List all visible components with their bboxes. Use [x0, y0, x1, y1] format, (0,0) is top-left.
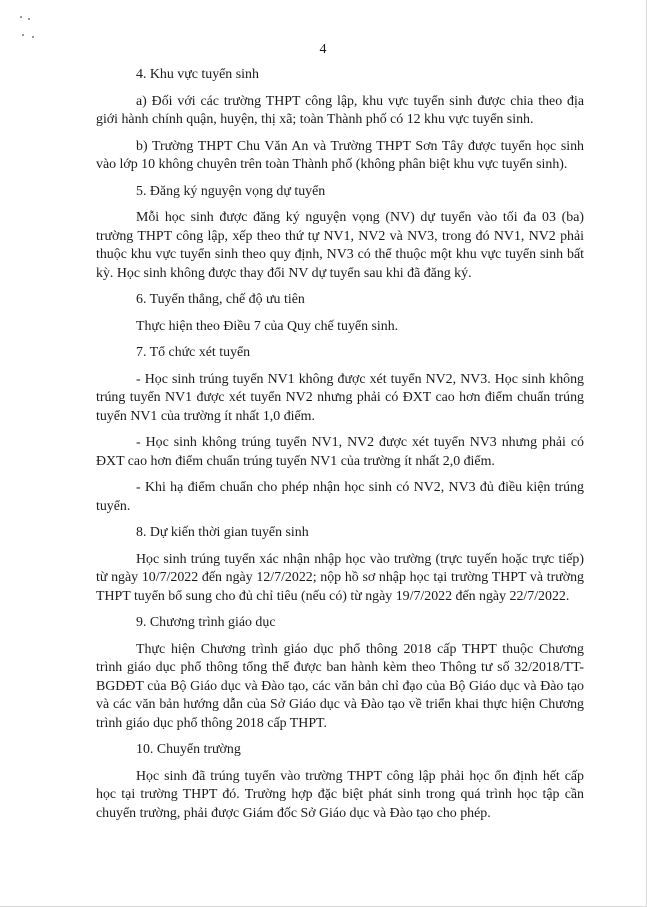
section-thoi-gian-tuyen-sinh	[96, 524, 584, 606]
section-heading: 8. Dự kiến thời gian tuyển sinh	[136, 525, 309, 540]
paragraph: Học sinh đã trúng tuyển vào trường THPT công lập phải học ổn định hết cấp học tại trường THPT đó. Trường hợp đặc biệt phát sinh trong quá trình học tập cần chuyển trường, phải được Giám đốc Sở Giáo dục và Đào tạo cho phép.	[96, 768, 584, 821]
scan-speck	[22, 34, 24, 36]
paragraph: - Học sinh trúng tuyển NV1 không được xét tuyển NV2, NV3. Học sinh không trúng tuyển NV1 được xét tuyển NV2 nhưng phải có ĐXT cao hơn điểm chuẩn trúng tuyển NV1 của trường ít nhất 1,0 điểm.	[96, 371, 584, 424]
document-body	[96, 66, 584, 831]
section-khu-vuc-tuyen-sinh	[96, 66, 584, 175]
paragraph: - Khi hạ điểm chuẩn cho phép nhận học sinh có NV2, NV3 đủ điều kiện trúng tuyển.	[96, 480, 584, 514]
section-chuyen-truong	[96, 741, 584, 823]
section-to-chuc-xet-tuyen	[96, 344, 584, 516]
paragraph: Thực hiện theo Điều 7 của Quy chế tuyển sinh.	[136, 318, 399, 334]
section-heading: 5. Đăng ký nguyện vọng dự tuyển	[136, 183, 326, 199]
section-heading: 10. Chuyển trường	[136, 742, 241, 757]
scan-speck	[20, 16, 22, 18]
section-heading: 4. Khu vực tuyển sinh	[136, 67, 259, 82]
section-heading: 9. Chương trình giáo dục	[136, 615, 276, 630]
paragraph: b) Trường THPT Chu Văn An và Trường THPT Sơn Tây được tuyển học sinh vào lớp 10 không chuyên trên toàn Thành phố (không phân biệt khu vực tuyển sinh).	[96, 138, 584, 172]
section-dang-ky-nguyen-vong	[96, 183, 584, 284]
section-chuong-trinh-giao-duc	[96, 614, 584, 733]
scan-speck	[32, 36, 34, 38]
section-tuyen-thang	[96, 291, 584, 336]
paragraph: Thực hiện Chương trình giáo dục phổ thông 2018 cấp THPT thuộc Chương trình giáo dục phổ thông tổng thể được ban hành kèm theo Thông tư số 32/2018/TT-BGDĐT của Bộ Giáo dục và Đào tạo, các văn bản chỉ đạo của Bộ Giáo dục và Đào tạo và các văn bản hướng dẫn của Sở Giáo dục và Đào tạo về triển khai thực hiện Chương trình giáo dục phổ thông 2018 cấp THPT.	[96, 641, 584, 731]
paragraph: a) Đối với các trường THPT công lập, khu vực tuyển sinh được chia theo địa giới hành chính quận, huyện, thị xã; toàn Thành phố có 12 khu vực tuyển sinh.	[96, 93, 584, 127]
paragraph: Mỗi học sinh được đăng ký nguyện vọng (NV) dự tuyển vào tối đa 03 (ba) trường THPT công lập, xếp theo thứ tự NV1, NV2 và NV3, trong đó NV1, NV2 phải thuộc khu vực tuyển sinh theo quy định, NV3 có thể thuộc một khu vực tuyển sinh bất kỳ. Học sinh không được thay đổi NV dự tuyển sau khi đã đăng ký.	[96, 210, 584, 281]
section-heading: 6. Tuyển thẳng, chế độ ưu tiên	[136, 292, 305, 307]
paragraph: Học sinh trúng tuyển xác nhận nhập học vào trường (trực tuyến hoặc trực tiếp) từ ngày 10/7/2022 đến ngày 12/7/2022; nộp hồ sơ nhập học tại trường THPT và trường THPT tuyển bổ sung cho đủ chỉ tiêu (nếu có) từ ngày 19/7/2022 đến ngày 22/7/2022.	[96, 551, 584, 604]
paragraph: - Học sinh không trúng tuyển NV1, NV2 được xét tuyển NV3 nhưng phải có ĐXT cao hơn điểm chuẩn trúng tuyển NV1 của trường ít nhất 2,0 điểm.	[96, 435, 584, 469]
section-heading: 7. Tổ chức xét tuyển	[136, 345, 251, 360]
scan-speck	[28, 18, 30, 20]
page-number: 4	[319, 42, 327, 57]
